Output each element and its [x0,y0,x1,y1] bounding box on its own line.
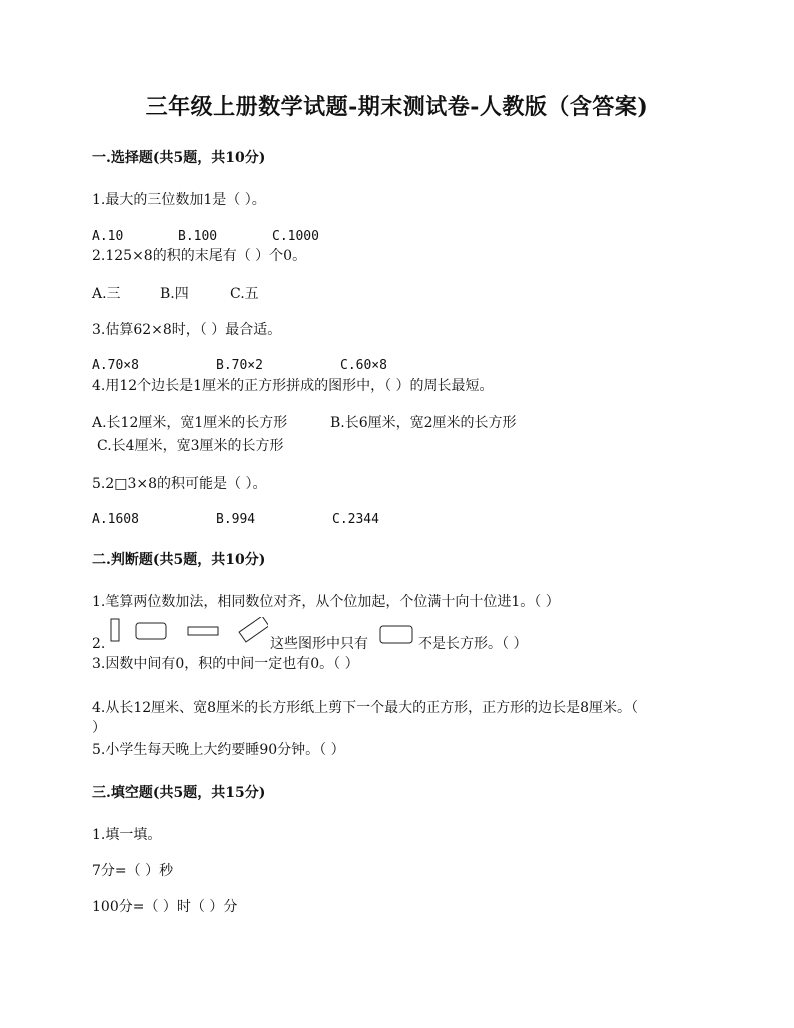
judgement-4-bracket: ） [92,720,106,736]
option-c: C.长4厘米，宽3厘米的长方形 [97,438,284,454]
option-c: C.五 [230,286,259,302]
judgement-3: 3.因数中间有0，积的中间一定也有0。（ ） [92,656,359,672]
option-a: A.70×8 [92,358,139,373]
option-a: A.三 [92,286,121,302]
question-1-1: 1.最大的三位数加1是（ ）。 [92,192,266,208]
option-c: C.2344 [332,512,379,527]
option-a: A.10 [92,229,124,244]
fill-1: 1.填一填。 [92,827,162,843]
option-b: B.70×2 [216,358,263,373]
judgement-2-text: 这些图形中只有 [270,636,368,652]
option-b: B.四 [160,286,189,302]
tall-rectangle-shape [111,619,119,641]
option-c: C.1000 [272,229,319,244]
option-c: C.60×8 [340,358,387,373]
section-3-heading: 三.填空题(共5题，共15分) [92,785,266,801]
judgement-2-end: 不是长方形。（ ） [418,636,528,652]
option-a: A.长12厘米，宽1厘米的长方形 [92,415,288,431]
question-1-4: 4.用12个边长是1厘米的正方形拼成的图形中，（ ）的周长最短。 [92,378,494,394]
tilted-rectangle-shape [239,617,268,642]
question-1-3: 3.估算62×8时，（ ）最合适。 [92,322,282,338]
rounded-rectangle-inline-shape [378,624,414,646]
fill-1-b: 100分=（ ）时（ ）分 [92,899,238,915]
section-2-heading: 二.判断题(共5题，共10分) [92,552,266,568]
option-b: B.100 [178,229,218,244]
document-title: 三年级上册数学试题-期末测试卷-人教版（含答案) [145,94,649,120]
flat-rectangle-shape [188,627,218,635]
judgement-2-number: 2. [92,636,106,652]
judgement-4: 4.从长12厘米、宽8厘米的长方形纸上剪下一个最大的正方形，正方形的边长是8厘米。（ [92,700,638,716]
option-a: A.1608 [92,512,139,527]
section-1-heading: 一.选择题(共5题，共10分) [92,150,266,166]
question-1-5: 5.2□3×8的积可能是（ ）。 [92,476,267,492]
question-1-2: 2.125×8的积的末尾有（ ）个0。 [92,248,307,264]
option-b: B.长6厘米，宽2厘米的长方形 [330,415,517,431]
judgement-1: 1.笔算两位数加法，相同数位对齐，从个位加起，个位满十向十位进1。（ ） [92,594,560,610]
fill-1-a: 7分=（ ）秒 [92,863,174,879]
option-b: B.994 [216,512,256,527]
shapes-figure [108,617,268,651]
judgement-5: 5.小学生每天晚上大约要睡90分钟。（ ） [92,742,345,758]
rounded-rectangle-shape [136,623,166,639]
